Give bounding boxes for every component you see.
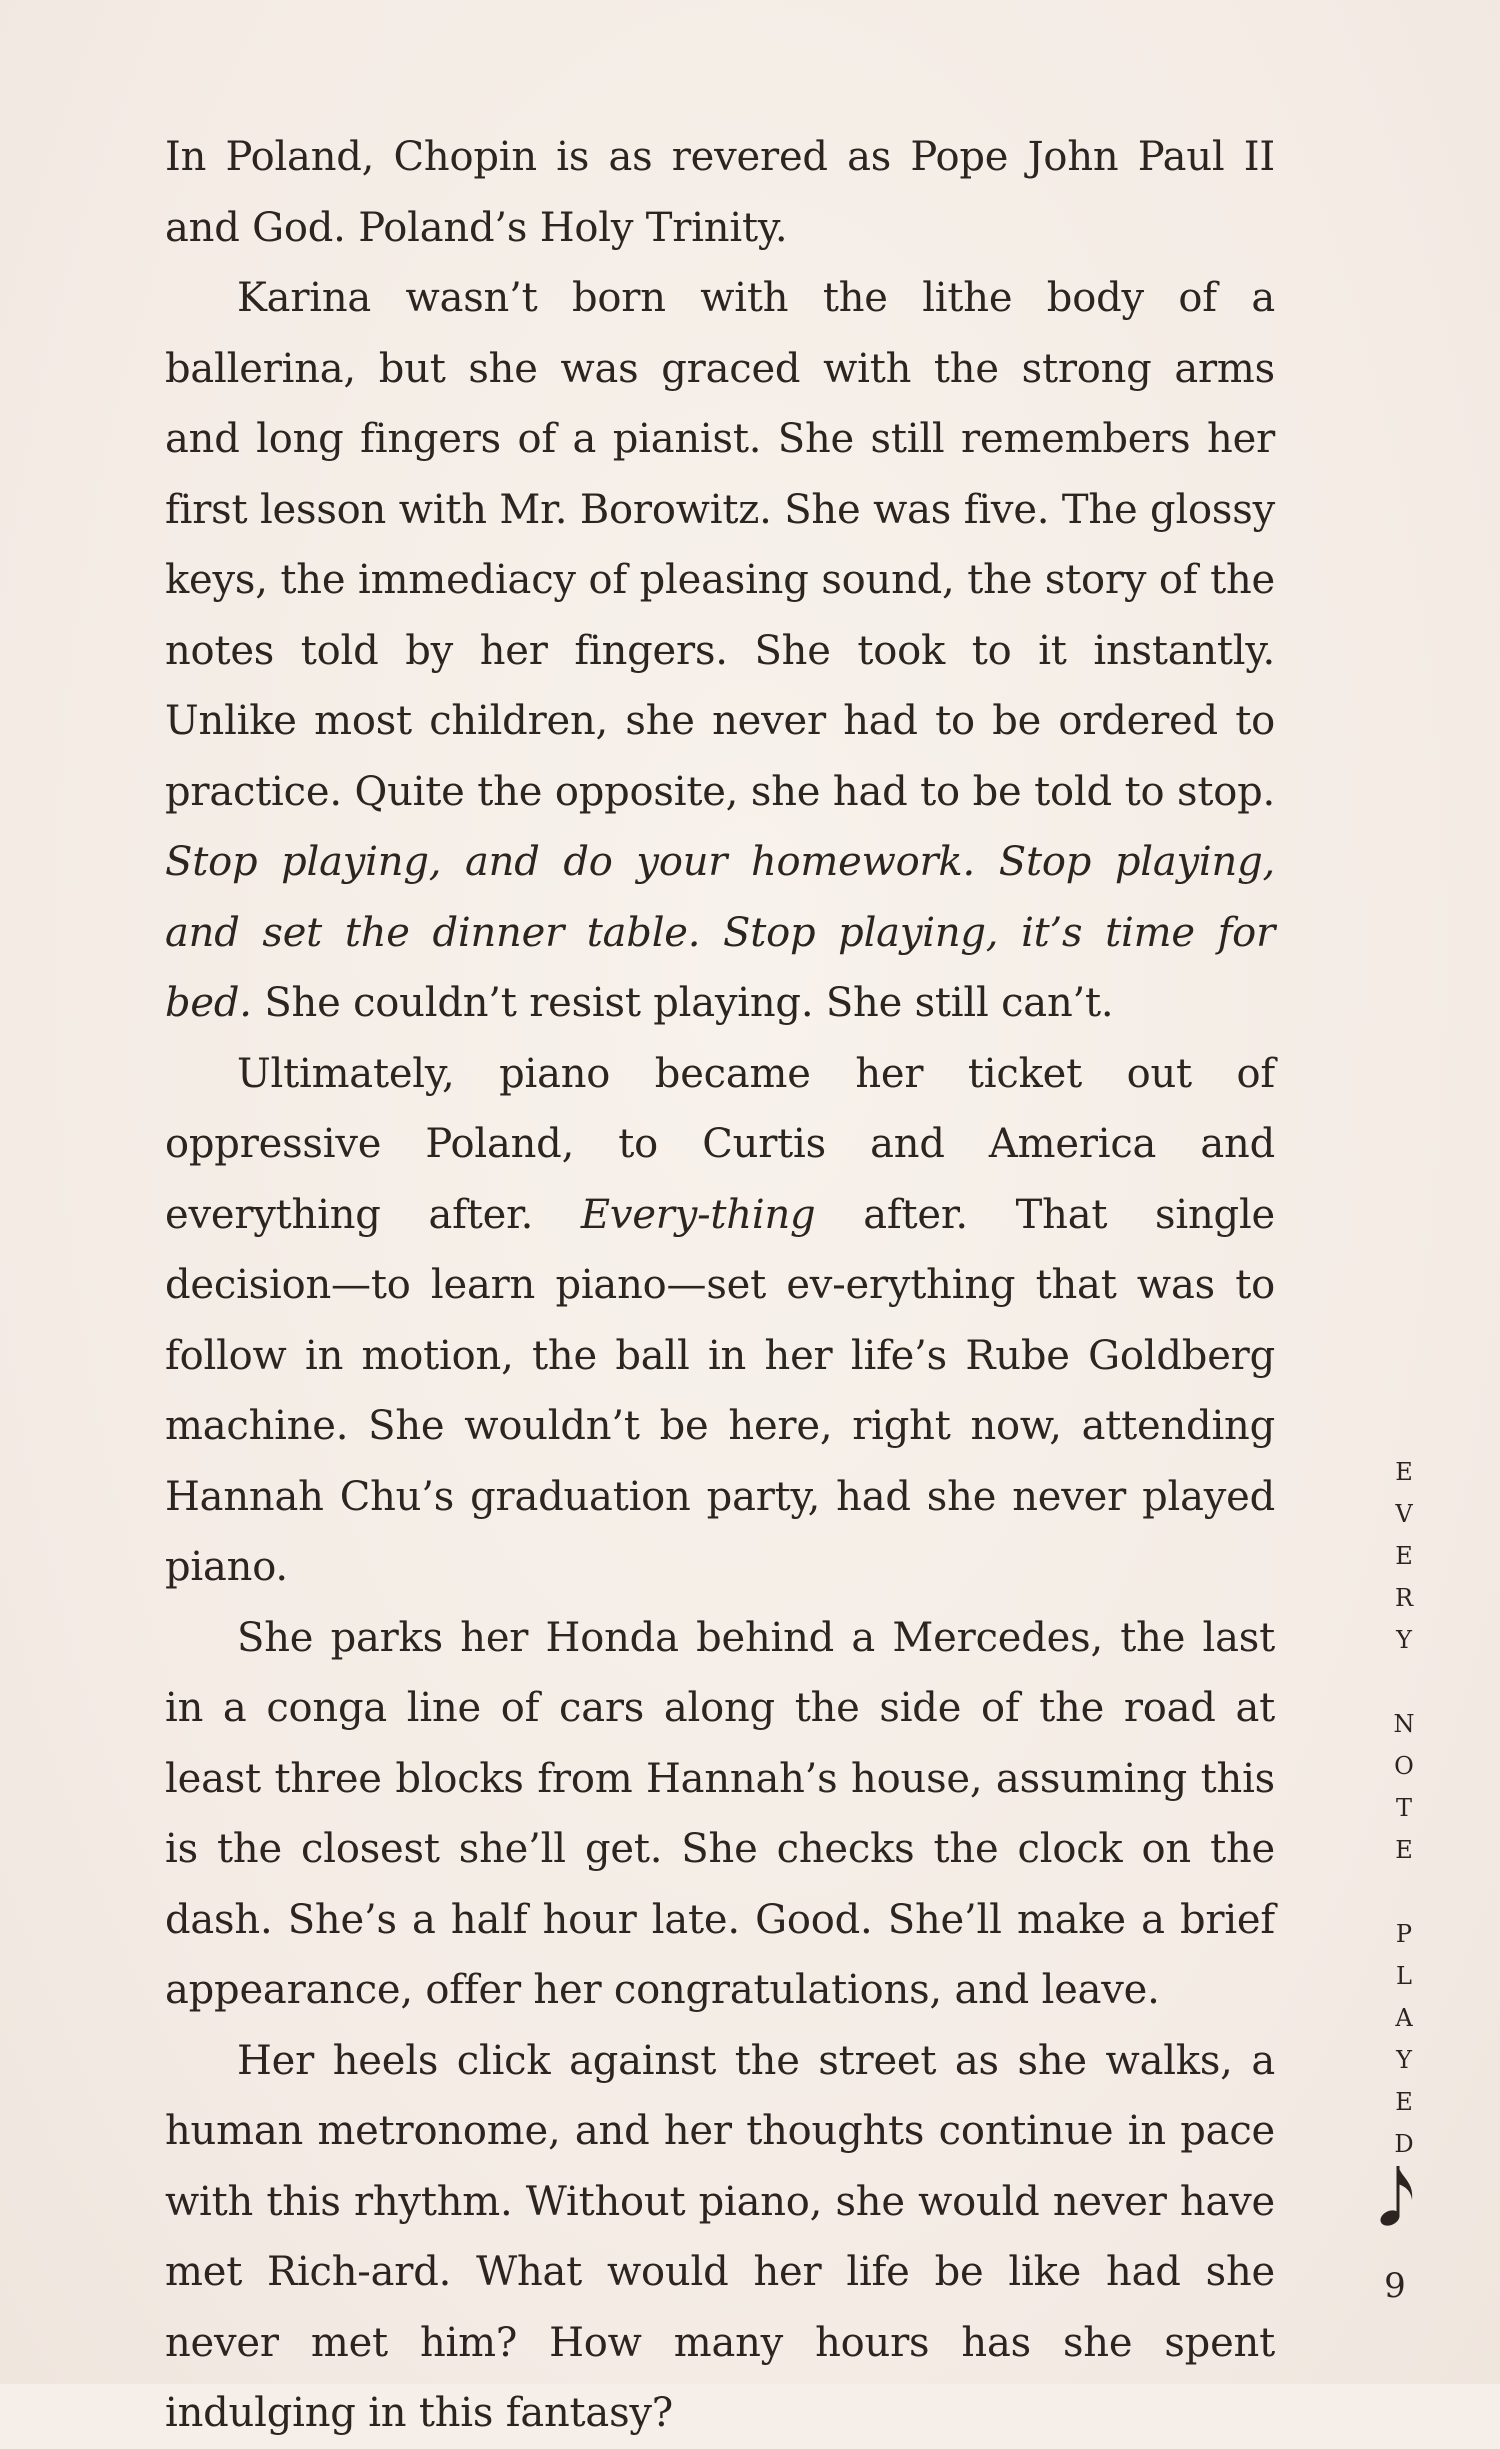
text-segment: Her heels click against the street as she walks, a human metronome, and her thoughts continue in pace with this rhythm. Without piano, she would never have met Rich-ard. What would her life be like had she never met him? How many hours has she spent indulging in this fantasy? xyxy=(165,2037,1275,2436)
paragraph xyxy=(165,2026,1275,2449)
paragraph xyxy=(165,1039,1275,1603)
italic-text-segment: Stop playing, and do your homework. Stop playing, and set the dinner table. Stop playing, it’s time for bed. xyxy=(165,839,1275,1026)
page-number: 9 xyxy=(1384,2266,1406,2306)
paragraph xyxy=(165,263,1275,1039)
text-segment: In Poland, Chopin is as revered as Pope John Paul II and God. Poland’s Holy Trinity. xyxy=(165,134,1275,251)
text-segment: after. That single decision—to learn piano—set ev-erything that was to follow in motion, the ball in her life’s Rube Goldberg machine. She wouldn’t be here, right now, attending Hannah Chu’s graduation party, had she never played piano. xyxy=(165,1191,1276,1590)
eighth-note-icon xyxy=(1378,2160,1418,2232)
italic-text-segment: Every-thing xyxy=(580,1191,816,1238)
body-text xyxy=(165,122,1275,2449)
running-head: EVERY NOTE PLAYED xyxy=(1390,1458,1418,2172)
text-segment: She parks her Honda behind a Mercedes, the last in a conga line of cars along the side of the road at least three blocks from Hannah’s house, assuming this is the closest she’ll get. She checks the clock on the dash. She’s a half hour late. Good. She’ll make a brief appearance, offer her congratulations, and leave. xyxy=(165,1614,1275,2013)
paragraph xyxy=(165,1603,1275,2026)
text-segment: She couldn’t resist playing. She still can’t. xyxy=(251,980,1114,1026)
text-segment: Karina wasn’t born with the lithe body of a ballerina, but she was graced with the strong arms and long fingers of a pianist. She still remembers her first lesson with Mr. Borowitz. She was five. The glossy keys, the immediacy of pleasing sound, the story of the notes told by her fingers. She took to it instantly. Unlike most children, she never had to be ordered to practice. Quite the opposite, she had to be told to stop. xyxy=(165,275,1275,815)
paragraph xyxy=(165,122,1275,263)
text-segment: Ultimately, piano became her ticket out of oppressive Poland, to Curtis and America and everything after. xyxy=(165,1050,1275,1238)
